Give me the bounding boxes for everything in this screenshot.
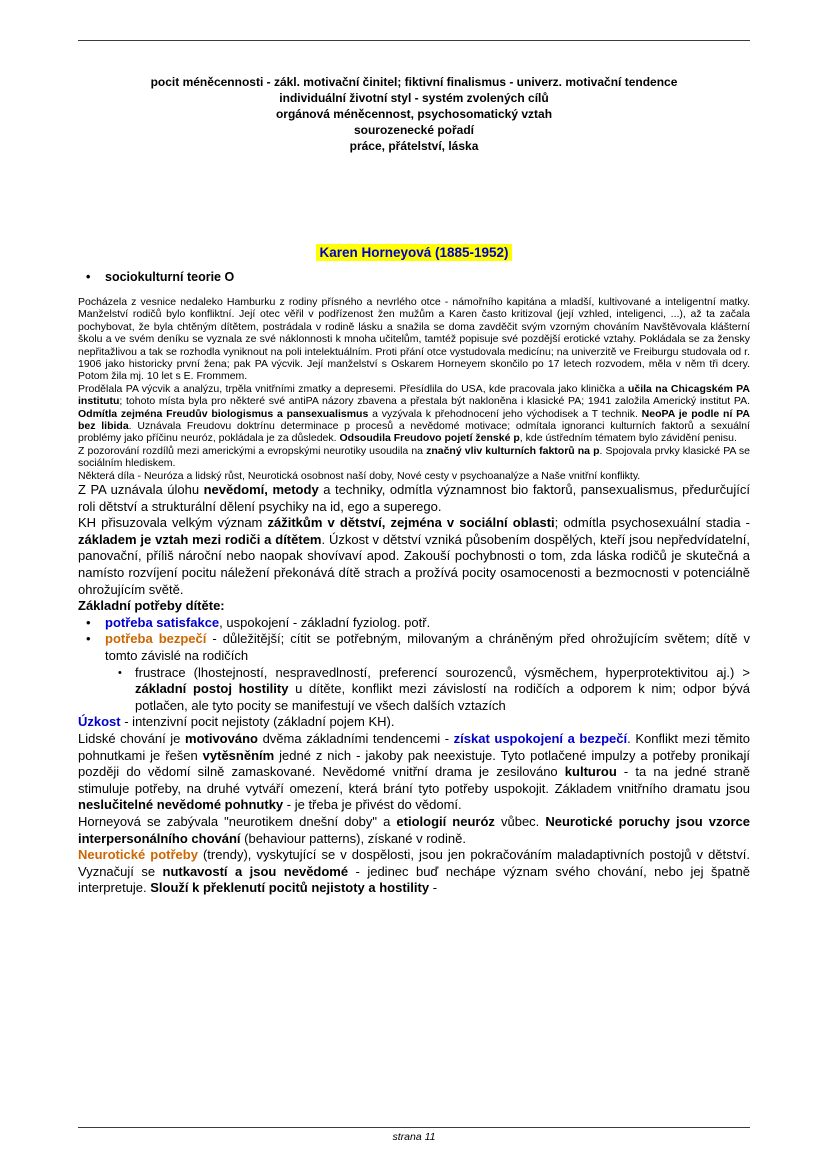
bio-paragraph-4: Některá díla - Neuróza a lidský růst, Neurotická osobnost naší doby, Nové cesty v psychoanalýze a Naše vnitřní konflikty. (78, 469, 641, 482)
main-paragraph-1: Z PA uznávala úlohu nevědomí, metody a techniky, odmítla významnost bio faktorů, pansexualismus, předurčující roli dětství a strukturální dělení psychiky na id, ego a superego. (78, 482, 751, 514)
needs-heading: Základní potřeby dítěte: (78, 598, 225, 614)
page-number: strana 11 (392, 1131, 436, 1143)
main-paragraph-4a: Horneyová se zabývala "neurotikem dnešní doby" a etiologií neuróz vůbec. Neurotické poruchy jsou vzorce interpersonálního chování (behaviour patterns), získané v rodině. (78, 813, 750, 846)
bio-paragraph-2: Prodělala PA výcvik a analýzu, trpěla vnitřními zmatky a depresemi. Přesídlila do USA, kde pracovala jako klinička a učila na Chicagském PA institutu; tohoto místa byla pro některé své antiPA názory zbavena a přestala být nakloněna i klasické PA; 1941 založila Americký institut PA. Odmítla zejména Freudův biologismus a pansexualismus a vyzývala k přehodnocení jeho východisek a T technik. NeoPA je podle ní PA bez libida. Uznávala Freudovu doktrínu determinace p procesů a nevědomé motivace; odmítala ignoranci kulturních faktorů a sexuální problémy jako příčinu neuróz, pokládala je za důsledek. Odsoudila Freudovo pojetí ženské p, kde ústředním tématem bylo závidění penisu. (78, 382, 751, 445)
main-paragraph-3: Lidské chování je motivováno dvěma základními tendencemi - získat uspokojení a bezpečí. Konflikt mezi těmito pohnutkami je řešen vytěsněním jedné z nich - jakoby pak neexistuje. Tyto potlačené impulzy a potřeby pronikají později do vědomí silně zamaskované. Nevědomé vnitřní drama je zesilováno kulturou - ta na jedné straně stimuluje potřeby, na druhé vytváří omezení, která brání tyto potřeby uspokojit. Základem vnitřního dramatu jsou neslučitelné nevědomé pohnutky - je třeba je přivést do vědomí. (78, 731, 750, 813)
top-divider (78, 40, 750, 41)
header-keywords-block (78, 74, 750, 154)
bullet-icon: • (86, 270, 91, 284)
need-satisfaction-text: potřeba satisfakce, uspokojení - základní fyziolog. potř. (105, 614, 431, 630)
frustration-text: frustrace (lhostejností, nespravedlností, preferencí sourozenců, výsměchem, hyperprotektivitou aj.) > základní postoj hostility u dítěte, konflikt mezi závislostí na rodičích a odporem k nim; odpor bývá potlačen, ale tyto pocity se manifestují ve všech dalších vztazích (135, 664, 750, 713)
bottom-divider (78, 1127, 750, 1128)
bullet-icon: • (118, 666, 122, 679)
header-line-4: sourozenecké pořadí (353, 123, 475, 137)
header-line-3: orgánová méněcennost, psychosomatický vztah (275, 107, 553, 121)
bio-paragraph-3: Z pozorování rozdílů mezi americkými a evropskými neurotiky usoudila na značný vliv kulturních faktorů na p. Spojovala prvky klasické PA se sociálním hlediskem. (78, 444, 751, 470)
main-paragraph-4b: Neurotické potřeby (trendy), vyskytující se v dospělosti, jsou jen pokračováním maladaptivních postojů v dětství. Vyznačují se nutkavostí a jsou nevědomé - jedinec buď nechápe význam svého chování, nebo jej špatně interpretuje. Slouží k překlenutí pocitů nejistoty a hostility - (78, 847, 750, 896)
bullet-icon: • (86, 614, 91, 630)
socio-heading: sociokulturní teorie O (105, 270, 235, 284)
socio-bullet-row (78, 270, 750, 285)
need-safety-item (78, 631, 750, 664)
need-satisfaction-item (78, 615, 750, 632)
bullet-icon: • (86, 631, 91, 647)
biography-block (78, 296, 750, 482)
page-content (78, 74, 750, 897)
main-paragraph-2: KH přisuzovala velkým význam zážitkům v dětství, zejména v sociální oblasti; odmítla psychosexuální stadia - základem je vztah mezi rodiči a dítětem. Úzkost v dětství vzniká působením dospělých, kteří jsou nepředvídatelní, panovační, příliš nároční nebo naopak shovívaví apod. Zakouší pochybnosti o tom, zda láska rodičů je skutečná a namísto rozvíjení pocitu náležení překonává dítě strach a prožívá pocity osamocenosti a bezmocnosti v potenciálně ohrožujícím světě. (78, 515, 751, 597)
main-text-block (78, 482, 750, 897)
header-line-5: práce, přátelství, láska (349, 139, 479, 153)
header-line-1: pocit méněcennosti - zákl. motivační činitel; fiktivní finalismus - univerz. motivační tendence (150, 75, 678, 89)
section-title-highlight: Karen Horneyová (1885-1952) (313, 244, 514, 261)
section-title-row (78, 244, 750, 262)
header-line-2: individuální životní styl - systém zvolených cílů (279, 91, 549, 105)
bio-paragraph-1: Pocházela z vesnice nedaleko Hamburku z rodiny přísného a nevrlého otce - námořního kapitána a mladší, kultivované a inteligentní matky. Manželství rodičů bylo konfliktní. Její otec věřil v podřízenost žen mužům a Karen často kritizoval (její vzhled, inteligenci, ...), až ta začala pochybovat, že byla chtěným dítětem, postrádala v rodině lásku a snažila se doma zavděčit svým vzorným chováním Navštěvovala klášterní školu a ve svém deníku se vyznala ze své náklonnosti k mnoha učitelům, tamtéž popisuje své pozdější erotické vztahy. Pokládala se za žensky nepřitažlivou a tak se rozhodla vyniknout na poli intelektuálním. Proti přání otce vystudovala medicínu; na univerzitě ve Freiburgu studovala od r. 1906 jako historicky první žena; pak PA výcvik. Její manželství s Oskarem Horneyem skončilo po 17 letech rozvodem, měla v něm tři dcery. Potom žila mj. 10 let s E. Frommem. (78, 296, 750, 383)
anxiety-line: Úzkost - intenzivní pocit nejistoty (základní pojem KH). (78, 714, 395, 730)
need-safety-text: potřeba bezpečí - důležitější; cítit se potřebným, milovaným a chráněným před ohrožujícím světem; dítě v tomto závislé na rodičích (105, 631, 751, 664)
frustration-subitem (78, 665, 750, 715)
